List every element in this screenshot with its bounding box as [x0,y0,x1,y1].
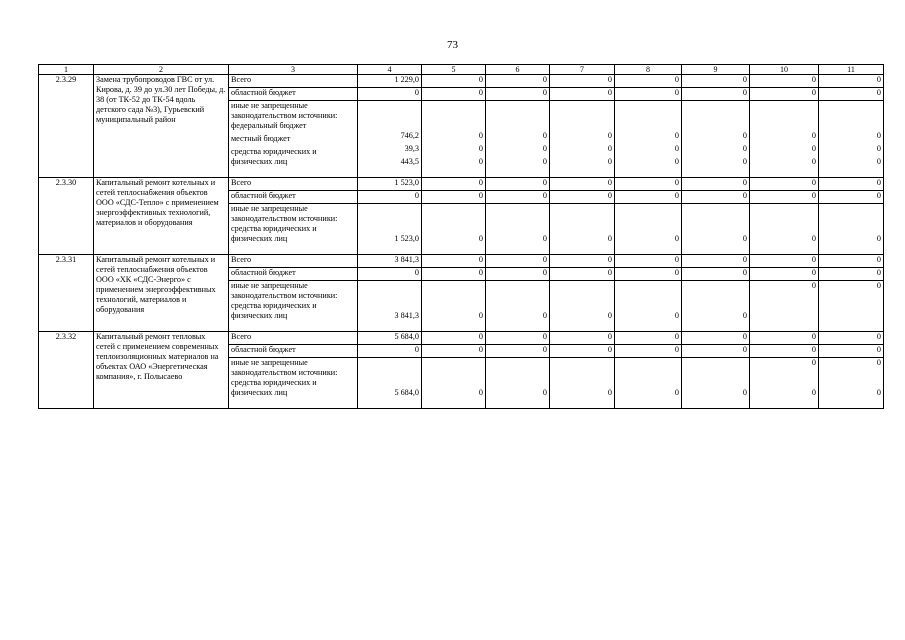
source-label-regional: областной бюджет [229,88,358,101]
value-cell: 0 [682,75,750,88]
value-cell: 0 [422,345,486,358]
value-line: 0 [478,388,483,397]
value-line: 1 523,0 [394,234,419,243]
other-sources-cell [229,204,358,255]
value-line: 0 [811,131,816,140]
value-line: 0 [478,157,483,166]
value-line: 0 [876,281,881,290]
entry-name: Замена трубопроводов ГВС от ул. Кирова, д. 39 до ул.30 лет Победы, д. 38 (от ТК-52 до ТК-54 вдоль детского сада №3), Гурьевский муниципальный район [94,75,229,178]
column-number: 4 [358,65,422,75]
value-line: 0 [811,388,816,397]
value-cell [819,281,884,332]
column-number: 5 [422,65,486,75]
funding-source-label: средства юридических и физических лиц [231,378,317,397]
source-label-total: Всего [229,75,358,88]
value-line: 3 841,3 [394,311,419,320]
value-cell [486,204,550,255]
value-line: 0 [811,144,816,153]
value-cell [550,101,615,178]
value-cell: 0 [615,255,682,268]
value-cell: 0 [422,75,486,88]
value-line: 0 [811,157,816,166]
value-cell: 0 [422,178,486,191]
value-cell: 0 [682,345,750,358]
value-line: 0 [742,144,747,153]
value-line: 0 [542,311,547,320]
value-cell: 0 [550,75,615,88]
source-label-regional: областной бюджет [229,191,358,204]
value-cell: 0 [819,268,884,281]
value-cell [358,101,422,178]
value-cell: 0 [819,191,884,204]
value-cell: 0 [486,75,550,88]
value-cell [750,101,819,178]
value-cell: 0 [819,345,884,358]
value-cell [750,281,819,332]
column-number: 2 [94,65,229,75]
entry-number: 2.3.29 [39,75,94,178]
value-cell: 0 [819,255,884,268]
value-cell [819,101,884,178]
value-cell [615,281,682,332]
value-cell: 0 [682,268,750,281]
value-line: 0 [811,234,816,243]
value-cell: 0 [486,332,550,345]
value-cell: 0 [615,345,682,358]
value-cell: 0 [750,345,819,358]
value-line: 0 [607,157,612,166]
value-cell: 0 [486,345,550,358]
value-cell: 0 [422,268,486,281]
value-line: 0 [811,358,816,367]
value-line: 0 [478,144,483,153]
value-cell [550,358,615,409]
value-cell [486,281,550,332]
value-cell: 0 [358,191,422,204]
value-cell: 0 [615,191,682,204]
value-line: 0 [742,157,747,166]
value-cell: 0 [422,332,486,345]
value-cell [682,101,750,178]
value-cell: 0 [615,178,682,191]
column-number: 3 [229,65,358,75]
budget-table [38,64,884,409]
value-cell: 0 [615,75,682,88]
value-cell: 0 [486,191,550,204]
value-line: 0 [674,234,679,243]
value-line: 5 684,0 [394,388,419,397]
value-line: 0 [876,144,881,153]
value-line: 0 [674,157,679,166]
value-cell [358,204,422,255]
value-cell: 0 [750,268,819,281]
value-cell: 0 [819,332,884,345]
value-cell [358,281,422,332]
value-cell: 0 [358,345,422,358]
other-sources-cell [229,281,358,332]
value-cell: 0 [550,191,615,204]
value-line: 0 [607,311,612,320]
value-cell: 0 [486,268,550,281]
value-line: 443,5 [400,157,419,166]
entry-total-row [39,178,884,191]
value-cell: 0 [750,75,819,88]
value-line: 0 [674,311,679,320]
value-cell: 0 [422,88,486,101]
value-cell: 0 [682,178,750,191]
value-line: 0 [607,234,612,243]
value-cell [682,204,750,255]
source-label-total: Всего [229,178,358,191]
value-cell: 0 [486,178,550,191]
value-cell [819,204,884,255]
value-line: 0 [542,234,547,243]
value-cell [486,101,550,178]
value-line: 0 [742,311,747,320]
value-cell [422,204,486,255]
value-cell [358,358,422,409]
value-cell [615,358,682,409]
value-line: 0 [876,358,881,367]
entry-number: 2.3.31 [39,255,94,332]
value-line: 0 [742,131,747,140]
value-line: 0 [607,131,612,140]
value-line: 0 [876,157,881,166]
value-cell: 1 229,0 [358,75,422,88]
value-line: 746,2 [400,131,419,140]
column-number: 7 [550,65,615,75]
source-label-regional: областной бюджет [229,268,358,281]
value-cell: 0 [550,345,615,358]
value-cell: 0 [550,268,615,281]
other-sources-label: иные не запрещенные законодательством источники: [231,281,338,300]
value-cell [682,358,750,409]
funding-source-label: средства юридических и физических лиц [231,147,317,166]
value-cell: 0 [682,332,750,345]
column-number: 8 [615,65,682,75]
value-line: 0 [811,281,816,290]
value-line: 0 [876,234,881,243]
value-cell: 0 [486,88,550,101]
funding-source-label: местный бюджет [231,134,291,143]
other-sources-cell [229,358,358,409]
funding-source-label: средства юридических и физических лиц [231,224,317,243]
value-line: 0 [742,234,747,243]
value-line: 0 [478,131,483,140]
funding-source-label: федеральный бюджет [231,121,307,130]
value-cell [615,204,682,255]
value-cell [422,101,486,178]
value-cell [422,358,486,409]
value-cell [750,358,819,409]
value-cell [422,281,486,332]
page-number: 73 [447,39,458,51]
other-sources-label: иные не запрещенные законодательством источники: [231,204,338,223]
value-line: 0 [674,388,679,397]
value-cell [615,101,682,178]
value-line: 39,3 [404,144,419,153]
value-cell: 0 [615,332,682,345]
value-cell [750,204,819,255]
value-cell: 0 [682,88,750,101]
value-cell: 0 [615,268,682,281]
value-cell: 0 [819,88,884,101]
value-line: 0 [876,388,881,397]
source-label-total: Всего [229,332,358,345]
value-line: 0 [607,144,612,153]
value-line: 0 [542,157,547,166]
other-sources-cell [229,101,358,178]
other-sources-label: иные не запрещенные законодательством источники: [231,101,338,120]
value-line: 0 [876,131,881,140]
value-cell: 1 523,0 [358,178,422,191]
value-cell: 0 [550,88,615,101]
value-cell [550,204,615,255]
value-line: 0 [542,144,547,153]
value-cell: 0 [422,191,486,204]
value-cell: 0 [750,191,819,204]
source-label-regional: областной бюджет [229,345,358,358]
value-cell: 0 [750,88,819,101]
value-cell: 0 [750,255,819,268]
value-line: 0 [674,144,679,153]
value-cell [550,281,615,332]
column-number: 6 [486,65,550,75]
entry-name: Капитальный ремонт котельных и сетей теплоснабжения объектов ООО «СДС-Тепло» с применением энергоэффективных технологий, материалов и оборудования [94,178,229,255]
value-cell: 5 684,0 [358,332,422,345]
other-sources-label: иные не запрещенные законодательством источники: [231,358,338,377]
entry-name: Капитальный ремонт котельных и сетей теплоснабжения объектов ООО «ХК «СДС-Энерго» с применением энергоэффективных технологий, материалов и оборудования [94,255,229,332]
value-cell: 0 [615,88,682,101]
value-cell: 0 [819,178,884,191]
value-cell: 0 [486,255,550,268]
value-line: 0 [742,388,747,397]
column-number: 1 [39,65,94,75]
funding-source-label: средства юридических и физических лиц [231,301,317,320]
value-line: 0 [542,131,547,140]
value-line: 0 [674,131,679,140]
source-label-total: Всего [229,255,358,268]
value-cell: 0 [358,268,422,281]
value-cell [819,358,884,409]
value-cell: 0 [550,332,615,345]
value-line: 0 [607,388,612,397]
value-cell: 0 [750,178,819,191]
value-cell [682,281,750,332]
column-number: 9 [682,65,750,75]
value-line: 0 [478,311,483,320]
entry-number: 2.3.30 [39,178,94,255]
entry-total-row [39,332,884,345]
column-number: 10 [750,65,819,75]
entry-total-row [39,75,884,88]
value-line: 0 [542,388,547,397]
entry-name: Капитальный ремонт тепловых сетей с применением современных теплоизоляционных материалов на объектах ОАО «Энергетическая компания», г. Полысаево [94,332,229,409]
column-number: 11 [819,65,884,75]
value-line: 0 [478,234,483,243]
value-cell: 0 [682,255,750,268]
value-cell: 0 [422,255,486,268]
entry-total-row [39,255,884,268]
entry-number: 2.3.32 [39,332,94,409]
value-cell: 0 [358,88,422,101]
value-cell: 0 [550,255,615,268]
value-cell: 0 [819,75,884,88]
value-cell: 3 841,3 [358,255,422,268]
value-cell: 0 [682,191,750,204]
column-number-row [39,65,884,75]
value-cell: 0 [750,332,819,345]
value-cell [486,358,550,409]
value-cell: 0 [550,178,615,191]
